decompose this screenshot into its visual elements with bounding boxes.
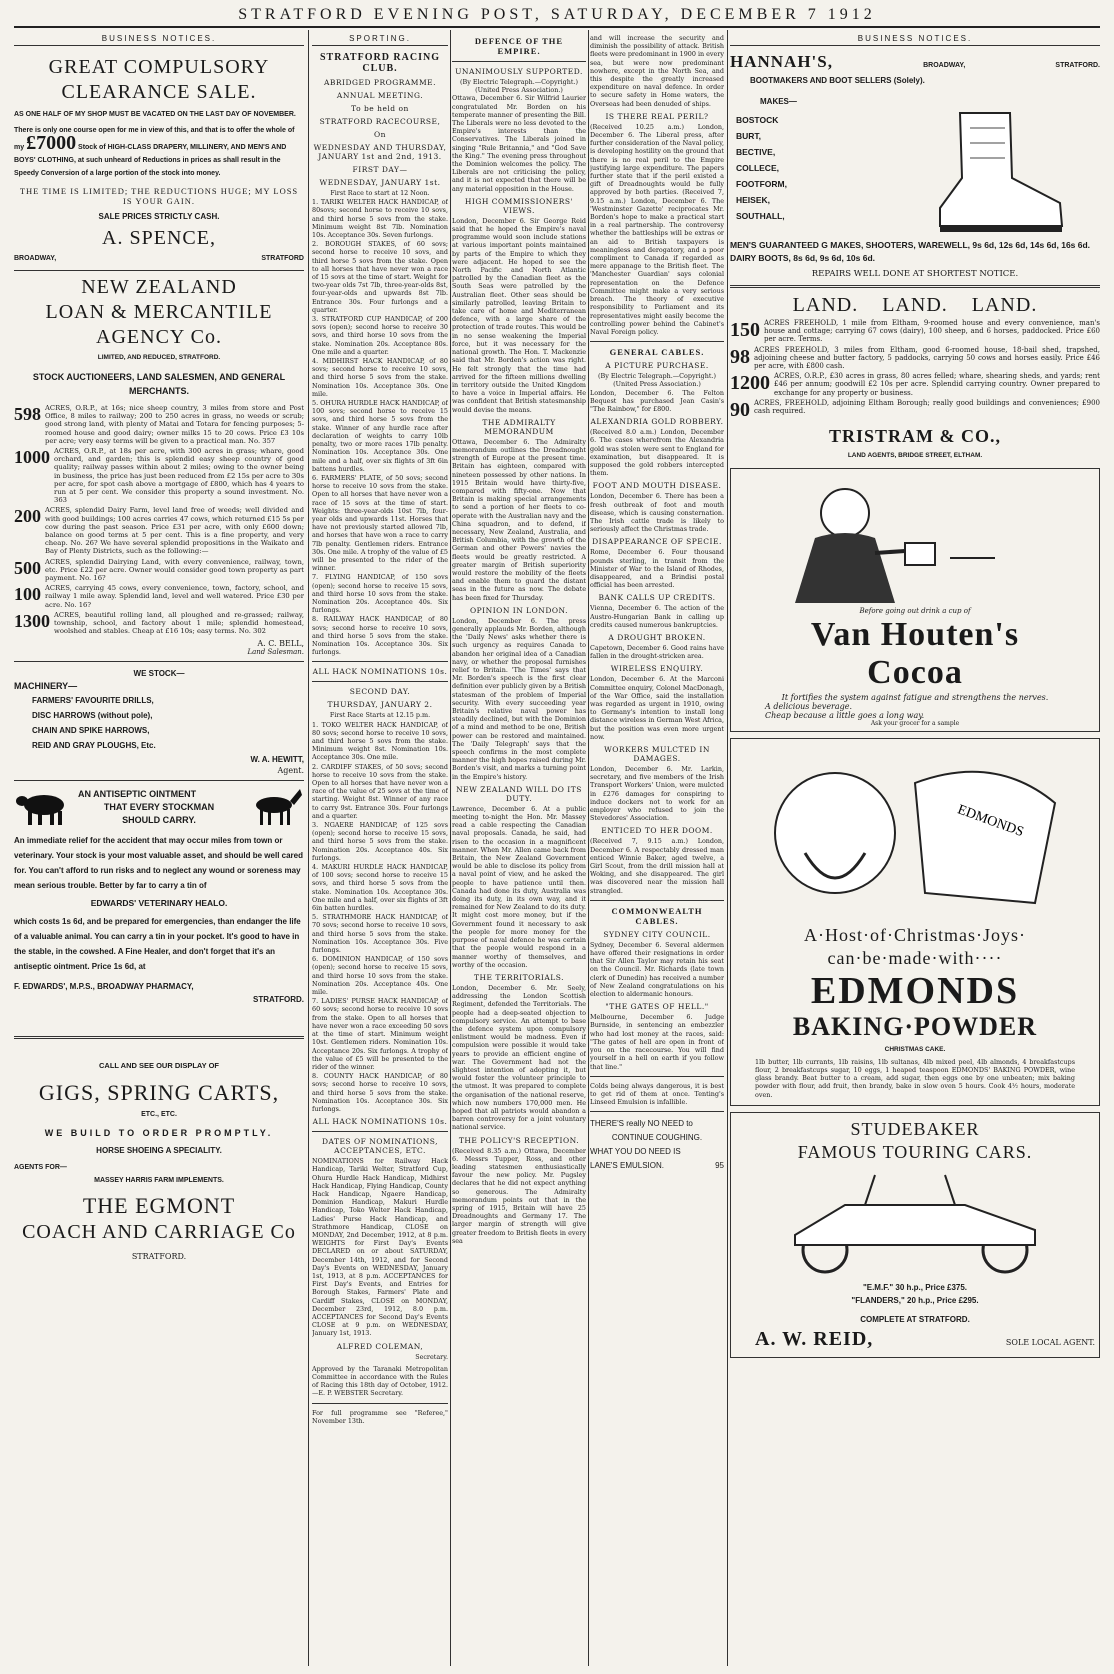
ad-agent: TRISTRAM & CO., — [828, 425, 1001, 446]
van-houten-ad — [730, 468, 1100, 732]
subhead: WIRELESS ENQUIRY. — [610, 664, 704, 674]
lot-acreage: 150 — [730, 319, 760, 341]
ad-street: BROADWAY, — [14, 255, 57, 262]
paragraph: Ottawa, December 6. Sir Wilfrid Laurier congratulated Mr. Borden on his temperate manner of presenting the Bill. The Liberals were no less devoted to the Empire's interests than the Conservatives. The Liberals joined in singing "Rule Britannia," and "God Save the King." The evening press throughout the Dominion welcomes the policy. The Liberals are not criticising the policy, and it is not expected that there will be any material opposition in the House. — [452, 94, 586, 193]
race-entry: 2. BOROUGH STAKES, of 60 sovs; second horse to receive 10 sovs, and third horse 5 sovs from the stake. Open to all horses that have never won a race of 15 sovs at the time of start. Weight for two-year olds 7st 7lb, three-year-olds 8st, four-year-olds and upwards 8st 7lb. Entrance 30s. Four furlongs and a quarter. — [312, 240, 448, 314]
lot-acreage: 98 — [730, 345, 750, 368]
subhead: OPINION IN LONDON. — [469, 605, 568, 615]
lot-description: ACRES, O.R.P., at 16s; nice sheep country, 3 miles from store and Post Office, 8 miles to railway; 200 to 250 acres in grass, no weeds or scrub; good strong land, with plenty of Matai and Totara for fencing purposes; 5-roomed house and good dairy; owner milks 15 to 20 cows. Price £3 10s per acre; very easy terms will be given to a practical man. No. 357 — [45, 404, 304, 445]
paragraph: Sydney, December 6. Several aldermen have offered their resignations in order that Sir Allen Taylor may retain his seat on the Council. Mr. Richards (late town clerk of Dunedin) has received a number of New Zealand congratulations on his election to aldermanic honours. — [590, 940, 724, 999]
heading: ALL HACK NOMINATIONS 10s. — [312, 1117, 448, 1127]
list-item: DISC HARROWS (without pole), — [32, 711, 153, 721]
paragraph: London, December 6. The press generally applauds Mr. Borden, although the 'Daily News' asks whether there is such urgency as requires Canada to abandon her original idea of a Canadian navy, or whether the proposal furnishes relief to Britain. 'The Times' says that Mr. Borden's speech is the first clear definition ever publicly given by a British statesman of the problem of Imperial security. With every succeeding year Britain's relative naval power has steadily declined, but with the Dominion of a mind and method to be one, British power can be restored and maintained. The 'Daily Telegraph' says that the speech confirms in the most complete manner the high hopes raised during Mr. Borden's visit, and marks a turning point in the Empire's history. — [452, 616, 586, 781]
race-list-day2 — [312, 721, 448, 1114]
lot-acreage: 598 — [14, 404, 41, 424]
race-entry: 2. CARDIFF STAKES, of 50 sovs; second horse to receive 10 sovs from the stake. Open to all horses that have never won a race of the value of 25 sovs at the time of starting. Weight 8st. Winner of any race to carry 9st. Entrance 30s. Four furlongs and a quarter. — [312, 762, 448, 820]
ad-text: AGENTS FOR— — [14, 1164, 67, 1172]
list-item: REID AND GRAY PLOUGHS, Etc. — [32, 741, 156, 751]
list-item: FOOTFORM, — [736, 179, 787, 189]
ad-title: LAND. LAND. LAND. — [792, 294, 1038, 316]
ad-agent: A. W. REID, — [755, 1327, 874, 1350]
masthead: STRATFORD EVENING POST, SATURDAY, DECEMBER 7 1912 — [238, 6, 876, 23]
ad-text: ETC., ETC. — [141, 1111, 177, 1119]
column-defence — [452, 34, 586, 1666]
land-lot — [730, 372, 1100, 397]
race-list-day1 — [312, 198, 448, 656]
paragraph: London, December 6. Mr. Larkin, secretary, and five members of the Irish Transport Workers' Union, were mulcted in £276 damages for conspiring to induce dockers not to work for an employer who refused to join the Stevedores' Association. — [590, 765, 724, 823]
race-entry: 7. FLYING HANDICAP, of 150 sovs (open); second horse to receive 15 sovs, and third horse 10 sovs from the stake. Nomination 20s. Acceptance 40s. Six furlongs. — [312, 573, 448, 615]
land-ad — [730, 294, 1100, 462]
brand-name: EDMONDS — [810, 969, 1020, 1012]
ad-subtitle: BOOTMAKERS AND BOOT SELLERS (Solely). — [750, 76, 925, 85]
divider — [452, 61, 586, 62]
ad-text: A·Host·of·Christmas·Joys· — [804, 924, 1026, 945]
brand-product: BAKING·POWDER — [792, 1011, 1038, 1041]
lot-description: ACRES, O.R.P., at 18s per acre, with 300 acres in grass; whare, good orchard, and garden; this is splendid easy sheep country of good quality; railway passes within about 2 miles; owing to the owner being in business, the price has just been reduced from £2 15s per acre to 30s per acre, for spot cash above a mortgage of £800, which has 4 years to run at 5 per cent. We consider this property a sound investment. No. 363 — [54, 447, 304, 505]
land-lot — [14, 611, 304, 636]
ad-text: Cheap because a little goes a long way. — [765, 710, 925, 720]
subhead: IS THERE REAL PERIL? — [605, 111, 709, 121]
race-entry: 6. FARMERS' PLATE, of 50 sovs; second horse to receive 10 sovs from the stake. Open to all horses that have never won a race of 15 sovs at the time of start. Weights: three-year-olds 10st 7lb, four-year olds and upwards 11st. Horses that have not previously started allowed 7lb, and horses that have won a race to carry 7lb penalty. Gentlemen riders. Entrance 30s. One mile. A trophy of the value of £5 will be presented to the rider of the winner. — [312, 473, 448, 573]
ad-town: STRATFORD — [261, 255, 304, 262]
nz-loan-agency-ad — [14, 276, 304, 656]
list-item: CHAIN AND SPIKE HARROWS, — [32, 726, 150, 736]
ad-title: STUDEBAKER — [850, 1118, 980, 1139]
divider — [14, 270, 304, 271]
horse-icon — [244, 787, 304, 827]
ad-address — [14, 252, 304, 265]
ad-text: It fortifies the system against fatigue and strengthens the nerves. — [781, 692, 1049, 702]
ad-text: MASSEY HARRIS FARM IMPLEMENTS. — [94, 1177, 224, 1185]
subhead: HIGH COMMISSIONERS' VIEWS. — [464, 196, 574, 215]
ad-cash: SALE PRICES STRICTLY CASH. — [98, 212, 220, 221]
ad-town: STRATFORD. — [1055, 62, 1100, 69]
list-item: HEISEK, — [736, 195, 771, 205]
paragraph: London, December 6. At the Marconi Committee enquiry, Colonel MacDonagh, of the War Office, said the installation was regarded as urgent in 1910, owing to Germany's intention to install long distance wireless in German West Africa, but the position was even more urgent now. — [590, 675, 724, 741]
masthead-rule — [14, 26, 1100, 28]
list-item: BECTIVE, — [736, 147, 776, 157]
lot-description: ACRES, splendid Dairying Land, with every convenience, railway, town, etc. Price £22 per acre. Owner would consider good town property as part payment. No. 16? — [45, 557, 304, 583]
car-price: "E.M.F." 30 h.p., Price £375. — [862, 1282, 968, 1292]
car-price: "FLANDERS," 20 h.p., Price £295. — [851, 1295, 979, 1305]
subhead: UNANIMOUSLY SUPPORTED. — [455, 67, 583, 76]
divider — [730, 285, 1100, 288]
ad-text: HORSE SHOEING A SPECIALITY. — [96, 1146, 222, 1156]
man-drinking-illustration — [735, 473, 1095, 603]
lot-acreage: 1200 — [730, 372, 770, 395]
paragraph: Vienna, December 6. The action of the Austro-Hungarian Bank in calling up credits caused numerous bankruptcies. — [590, 604, 724, 629]
section-header: BUSINESS NOTICES. — [730, 34, 1100, 46]
subhead: THE POLICY'S RECEPTION. — [458, 1135, 580, 1145]
heading: On — [374, 130, 386, 139]
recipe-body: 1lb butter, 1lb currants, 1lb raisins, 1lb sultanas, 4lb mixed peel, 4lb almonds, 4 breakfastcups flour, 2 breakfastcups sugar, 10 eggs, 1 heaped teaspoon EDMONDS' BAKING POWDER, wine glass brandy. Beat butter to a cream, add sugar, then eggs one by one unbeaten; mix baking powder with flour, add fruit, then brandy, bake in slow oven 5 hours. Cook 4½ hours, moderate oven. — [755, 1057, 1075, 1099]
heading: FIRST DAY— — [352, 165, 408, 174]
heading: SECOND DAY. — [349, 687, 411, 697]
lot-acreage: 500 — [14, 557, 41, 578]
list-item: BOSTOCK — [736, 115, 779, 125]
column-rule — [727, 30, 728, 1666]
credit: (By Electric Telegraph.—Copyright.) (United Press Association.) — [460, 78, 578, 95]
ad-agent-address: LAND AGENTS, BRIDGE STREET, ELTHAM. — [847, 451, 983, 459]
edmonds-tin-illustration — [735, 743, 1095, 923]
ad-subtitle: LIMITED, AND REDUCED, STRATFORD. — [97, 354, 221, 361]
ad-proprietor: A. SPENCE, — [102, 227, 216, 249]
secretary-name: ALFRED COLEMAN, — [336, 1341, 424, 1351]
race-entry: 5. STRATHMORE HACK HANDICAP, of 70 sovs; second horse to receive 10 sovs, and third horse 5 sovs from the stake. Nomination 10s. Acceptance 30s. Five furlongs. — [312, 913, 448, 955]
paragraph: and will increase the security and diminish the possibility of attack. British fleets were predominant in 1900 in every sea, but were now predominant nowhere, except in the North Sea, and this despite the greatly increased expenditure on naval defence. In order to secure safety in Home waters, the Overseas had been denuded of ships. — [590, 34, 724, 108]
column-rule — [308, 30, 309, 1666]
clearance-sale-ad — [14, 56, 304, 265]
ad-role: SOLE LOCAL AGENT. — [1005, 1337, 1095, 1347]
ad-title: CLEARANCE SALE. — [61, 81, 257, 103]
lot-description: ACRES FREEHOLD, 3 miles from Eltham, good 6-roomed house, 18-bail shed, trapshed, adjoining cheese and butter factory, 5 paddocks, carrying 50 cows and horses easily. Price £46 per acre, with £800 cash. — [754, 345, 1100, 371]
ad-amount: £7000 — [26, 132, 77, 154]
ad-body — [14, 124, 304, 180]
ad-text: MEN'S GUARANTEED G MAKES, SHOOTERS, WAREWELL, 9s 6d, 12s 6d, 14s 6d, 16s 6d. — [730, 240, 1091, 250]
lot-acreage: 100 — [14, 584, 41, 605]
divider — [590, 1111, 724, 1112]
race-entry: 8. COUNTY HACK HANDICAP, of 80 sovs; second horse to receive 10 sovs, and third horse 5 sovs from the stake. Nomination 10s. Acceptance 30s. Six furlongs. — [312, 1072, 448, 1113]
divider — [312, 661, 448, 662]
column-business-notices — [14, 34, 304, 1666]
ad-text: Ask your grocer for a sample — [870, 719, 960, 727]
brand-name: Van Houten's — [810, 615, 1020, 653]
list-item: COLLECE, — [736, 163, 779, 173]
column-rule — [588, 30, 589, 1666]
paragraph: Colds being always dangerous, it is best to get rid of them at once. Tenting's Linseed Emulsion is infallible. — [590, 1081, 724, 1107]
brand-list — [736, 112, 866, 224]
credit: (By Electric Telegraph.—Copyright.) (United Press Association.) — [598, 372, 716, 389]
paragraph: London, December 6. The Felton Bequest has purchased Jean Casin's "The Rainbow," for £800. — [590, 388, 724, 413]
paragraph: Rome, December 6. Four thousand pounds sterling, in transit from the Minister of War to the Island of Rhodes, disappeared, and a Brindisi postal official has been arrested. — [590, 548, 724, 590]
paragraph: London, December 6. There has been a fresh outbreak of foot and mouth disease, which is causing consternation. The Irish cattle trade is likely to seriously affect the Christmas trade. — [590, 492, 724, 534]
subhead: "THE GATES OF HELL." — [605, 1002, 709, 1012]
list-item: SOUTHALL, — [736, 211, 785, 221]
ad-title: COACH AND CARRIAGE Co — [22, 1221, 296, 1244]
heading: WEDNESDAY, JANUARY 1st. — [319, 178, 441, 187]
race-entry: 5. OHURA HURDLE HACK HANDICAP, of 100 sovs; second horse to receive 15 sovs, and third horse 5 sovs from the stake. Winner of any hurdle race after declaration of weights to carry 10lb penalty, two or more races 17lb penalty. Nomination 10s. Acceptance 30s. One mile and a half, over six flights of 3ft 6in battens hurdles. — [312, 399, 448, 473]
race-entry: 8. RAILWAY HACK HANDICAP, of 80 sovs; second horse to receive 10 sovs, and third horse 5 sovs from the stake. Nomination 10s. Acceptance 30s. Six furlongs. — [312, 615, 448, 657]
land-lot — [14, 584, 304, 609]
subhead: THE TERRITORIALS. — [473, 972, 565, 982]
ad-heading: WE STOCK— — [133, 669, 185, 679]
lot-acreage: 90 — [730, 398, 750, 421]
heading: STRATFORD RACECOURSE, — [319, 117, 441, 126]
recipe-title: CHRISTMAS CAKE. — [884, 1045, 946, 1053]
subhead: A DROUGHT BROKEN. — [608, 632, 706, 642]
land-lot — [730, 399, 1100, 422]
ad-text: There is only one course open for me in view of this, and that is to offer the whole of my — [14, 127, 295, 151]
ad-text: CALL AND SEE OUR DISPLAY OF — [98, 1061, 220, 1071]
ad-text: CONTINUE COUGHING. — [611, 1133, 703, 1143]
ad-text: WHAT YOU DO NEED IS — [590, 1147, 681, 1157]
ad-subtitle: AS ONE HALF OF MY SHOP MUST BE VACATED ON THE LAST DAY OF NOVEMBER. — [14, 111, 296, 118]
divider — [14, 780, 304, 781]
ad-text: Before going out drink a cup of — [859, 606, 971, 615]
divider — [312, 681, 448, 682]
section-header: BUSINESS NOTICES. — [14, 34, 304, 46]
heading: ALL HACK NOMINATIONS 10s. — [312, 667, 448, 677]
ad-text: Stock of HIGH-CLASS DRAPERY, MILLINERY, AND MEN'S AND BOYS' CLOTHING, at such unheard of Reductions in prices as shall result in the Speedy Conversion of a large portion of the stock into money. — [14, 144, 287, 177]
divider — [14, 1036, 304, 1039]
ad-text: LANE'S EMULSION. — [590, 1161, 664, 1171]
machinery-list — [14, 693, 304, 753]
paragraph: Capetown, December 6. Good rains have fallen in the drought-stricken area. — [590, 643, 724, 661]
ointment-ad — [14, 787, 304, 1006]
paragraph: Melbourne, December 6. Judge Burnside, in sentencing an embezzler who had lost money at the races, said: "The gates of hell are open in front of you on the racecourse. You will find yourself in a hell on earth if you follow that line." — [590, 1013, 724, 1071]
approved-note: Approved by the Taranaki Metropolitan Committee in accordance with the Rules of Racing this 18th day of October, 1912.—E. P. WEBSTER Secretary. — [312, 1364, 448, 1398]
subhead: ALEXANDRIA GOLD ROBBERY. — [590, 417, 724, 427]
studebaker-ad — [730, 1112, 1100, 1358]
divider — [312, 1131, 448, 1132]
ad-title: HANNAH'S, — [730, 52, 833, 71]
club-title: STRATFORD RACING CLUB. — [320, 52, 440, 74]
heading: DATES OF NOMINATIONS, ACCEPTANCES, ETC. — [321, 1137, 439, 1156]
heading: WEDNESDAY AND THURSDAY, JANUARY 1st and 2nd, 1913. — [313, 143, 447, 161]
land-lot — [14, 447, 304, 504]
race-entry: 1. TOKO WELTER HACK HANDICAP, of 80 sovs; second horse to receive 10 sovs, and third horse 5 sovs from the stake. Minimum weight 8st. Nomination 10s. Acceptance 30s. One mile. — [312, 720, 448, 762]
secretary-role: Secretary. — [415, 1352, 448, 1361]
ad-text: MAKES— — [760, 97, 797, 106]
land-lot — [730, 346, 1100, 371]
lot-acreage: 1300 — [14, 610, 50, 631]
ad-title: THAT EVERY STOCKMAN — [103, 801, 215, 812]
divider — [590, 341, 724, 342]
land-lot — [14, 558, 304, 583]
subhead: FOOT AND MOUTH DISEASE. — [592, 481, 722, 491]
ad-text: A delicious beverage. — [765, 701, 853, 711]
dates-body: NOMINATIONS for Railway Hack Handicap, Tariki Welter, Stratford Cup, Ohura Hurdle Hack Handicap, Midhirst Hack Handicap, Flying Handicap, County Hack Handicap, Ngaere Handicap, Dominion Handicap, Makuri Hurdle Handicap, Toko Welter Hack Handicap, Ladies' Purse Hack Handicap, and Strathmore Handicap, CLOSE on MONDAY, 2nd December, 1912, at 8 p.m. WEIGHTS for First Day's Events DECLARED on or about SATURDAY, December 14th, 1912, and for Second Day's Events on WEDNESDAY, January 1st, 1913, at 8 p.m. ACCEPTANCES for First Day's Events, and Entries for Borough Stakes, Farmers' Plate and Cardiff Stakes, CLOSE on MONDAY, December 23rd, 1912, 8.0 p.m. ACCEPTANCES for Second Day's Events CLOSE at 9 p.m. on WEDNESDAY, January 1st, 1913. — [312, 1157, 448, 1338]
divider — [590, 1076, 724, 1077]
heading: ABRIDGED PROGRAMME. — [323, 78, 437, 87]
article-headline: COMMONWEALTH CABLES. — [611, 905, 703, 926]
ad-subtitle: STOCK AUCTIONEERS, LAND SALESMEN, AND GENERAL MERCHANTS. — [32, 372, 286, 396]
land-lots — [730, 319, 1100, 422]
race-start: First Race to start at 12 Noon. — [330, 189, 430, 197]
section-header: SPORTING. — [312, 34, 448, 46]
ad-title: NEW ZEALAND — [81, 276, 237, 298]
list-item: FARMERS' FAVOURITE DRILLS, — [32, 696, 154, 706]
subhead: A PICTURE PURCHASE. — [605, 361, 709, 371]
ad-title: GIGS, SPRING CARTS, — [38, 1080, 280, 1106]
ad-text: COMPLETE AT STRATFORD. — [860, 1314, 970, 1324]
paragraph: (Received 10.25 a.m.) London, December 6. The Liberal press, after further consideration of the Naval policy, is developing hostility on the ground that there is no real peril to the Empire justifying large expenditure. The papers further state that if the peril existed a gift of Dreadnoughts would be fully approved by both parties. (Received 7, 9.15 a.m.) London, December 6. The 'Westminster Gazette' reciprocates Mr. Borden's hope to make a practical start in a real partnership. The controversy whether the battleships will be extras or an aid to British taxpayers is meaningless and derogatory, and a poor compliment to Canada if regarded as mere appanage to the British fleet. The 'Manchester Guardian' says colonial representation on the Defence Committee might make a very serious breach. The theory of executive responsibility to Parliament and its representatives might easily become the controlling power behind the Cabinet's Naval Foreign policy. — [590, 122, 724, 336]
heading: THURSDAY, JANUARY 2. — [327, 700, 433, 710]
paragraph: Lawrence, December 6. At a public meeting to-night the Hon. Mr. Massey read a cable respecting the Canadian naval proposals. Canada, he said, had risen to the occasion in a magnificent manner. When Mr. Allen came back from Britain, the New Zealand Government would be able to disclose its policy from a naval point of view, and he asked the people to have patience until then. Canada had done its duty, Australia was doing its duty, in its own way, and it remained for New Zealand to do its duty. It might cost more money, but if the Government found it necessary to ask the people for more money for the purpose of naval defence he was certain that the people would respond in a manner worthy of themselves, and worthy of the occasion. — [452, 804, 586, 969]
subhead: NEW ZEALAND WILL DO ITS DUTY. — [456, 784, 582, 803]
ad-signature: A. C. BELL, — [257, 639, 304, 649]
paragraph: London, December 6. Sir George Reid said that he hoped the Empire's naval programme would soon include stations at various important points maintained by parts of the Empire to which they were adjacent. He hoped to see the North Pacific and North Atlantic patrolled by the Canadian fleet as the South Seas were patrolled by the Australian fleet. Other seas should be similarly patrolled, leaving Britain to take care of home and Mediterranean defence, with a large share of the protection of trade routes. This would be in no sense weakening the Imperial force, but it was necessary for the national growth. The Hon. T. Mackenzie said that Mr. Borden's action was right. He felt strongly that the time had arrived for the fifteen millions dwelling in territory outside the United Kingdom to have a voice in Imperial affairs. He was confident that British statesmanship would devise the means. — [452, 216, 586, 414]
ad-product: EDWARDS' VETERINARY HEALO. — [90, 898, 228, 909]
subhead: DISAPPEARANCE OF SPECIE. — [592, 537, 722, 547]
ad-town: STRATFORD. — [131, 1252, 187, 1262]
full-programme-note: For full programme see "Referee," November 13th. — [312, 1408, 448, 1425]
ad-title: AN ANTISEPTIC OINTMENT — [78, 788, 197, 799]
lot-description: ACRES FREEHOLD, 1 mile from Eltham, 9-roomed house and every convenience, man's house and cottage; carrying 67 cows (dairy), 100 sheep, and 6 horses, paddocked. Price £60 per acre. Terms. — [764, 319, 1100, 344]
subhead: BANK CALLS UP CREDITS. — [598, 593, 716, 603]
article-headline: DEFENCE OF THE EMPIRE. — [474, 36, 564, 56]
race-entry: 7. LADIES' PURSE HACK HANDICAP, of 60 sovs; second horse to receive 10 sovs from the stake. Open to all horses that have never won a race exceeding 50 sovs at the time of start. Minimum weight 10st. Gentlemen riders. Nomination 10s. Acceptance 20s. Six furlongs. A trophy of the value of £5 will be presented to the rider of the winner. — [312, 997, 448, 1071]
hannah-ad — [730, 50, 1100, 279]
race-start: First Race Starts at 12.15 p.m. — [329, 711, 431, 720]
paragraph: (Received 8.0 a.m.) London, December 6. The cases wherefrom the Alexandria gold was stolen were sent to England for examination, but disappeared. It is supposed the gold robbers intercepted them. — [590, 428, 724, 478]
ad-role: Agent. — [277, 766, 304, 776]
lot-description: ACRES, beautiful rolling land, all ploughed and re-grassed; railway, township, school, and factory about 1 mile; splendid homestead, woolshed and stables. Cheap at £16 10s; easy terms. No. 302 — [54, 610, 304, 636]
paragraph: (Received 8.35 a.m.) Ottawa, December 6. Messrs Tupper, Ross, and other leading statesmen enthusiastically favour the new policy. Mr. Pugsley declares that he did not expect anything so generous. The Admiralty memorandum points out that in the spring of 1915, Britain will have 25 Dreadnoughts and Germany 17. The larger margin of strength will give greater freedom to British fleets in every sea — [452, 1146, 586, 1245]
heading: To be held on — [351, 104, 409, 113]
race-entry: 6. DOMINION HANDICAP, of 150 sovs (open); second horse to receive 15 sovs, and third horse 10 sovs from the stake. Nomination 20s. Acceptance 40s. One mile. — [312, 955, 448, 997]
edmonds-ad — [730, 738, 1100, 1106]
column-cables — [590, 34, 724, 1666]
ad-title: SHOULD CARRY. — [122, 814, 196, 825]
ad-text: THERE'S really NO NEED to — [590, 1119, 693, 1129]
land-lot — [14, 404, 304, 445]
lot-description: ACRES, FREEHOLD, adjoining Eltham Borough; really good buildings and conveniences; £900 cash required. — [754, 398, 1100, 416]
ad-title: LOAN & MERCANTILE — [45, 301, 273, 323]
cow-icon — [14, 787, 74, 827]
boot-icon — [870, 108, 1070, 238]
divider — [14, 661, 304, 662]
article-headline: GENERAL CABLES. — [609, 347, 705, 358]
ad-notice: THE TIME IS LIMITED; THE REDUCTIONS HUGE; MY LOSS IS YOUR GAIN. — [19, 186, 299, 206]
divider — [312, 1403, 448, 1404]
subhead: THE ADMIRALTY MEMORANDUM — [482, 417, 556, 436]
ad-title: AGENCY Co. — [96, 326, 222, 348]
paragraph: (Received 7, 9.15 a.m.) London, December 6. A respectably dressed man enticed Winnie Baker, aged twelve, a Girl Scout, from the drill mission hall at Woking, and she disappeared. The girl was discovered near the mission hall strangled. — [590, 837, 724, 895]
lot-acreage: 200 — [14, 506, 41, 527]
column-business-notices-right — [730, 34, 1100, 1666]
race-entry: 4. MIDHIRST HACK HANDICAP, of 80 sovs; second horse to receive 10 sovs, and third horse 5 sovs from the stake. Nomination 10s. Acceptance 30s. One mile. — [312, 357, 448, 398]
ad-town: STRATFORD. — [253, 995, 304, 1005]
lot-description: ACRES, O.R.P., £30 acres in grass, 80 acres felled; whare, shearing sheds, and yards; rent £46 per annum; goodwill £2 10s per acre. Splendid carrying country. Owner prepared to exchange for any property or business. — [774, 372, 1100, 397]
column-sporting — [312, 34, 448, 1666]
tin-label: EDMONDS — [955, 802, 1026, 841]
ad-text: can·be·made·with···· — [827, 947, 1003, 968]
land-lot — [14, 506, 304, 555]
race-entry: 4. MAKURI HURDLE HACK HANDICAP, of 100 sovs; second horse to receive 15 sovs, and third horse 5 sovs from the stake. Nomination 10s. Acceptance 30s. One mile and a half, over six flights of 3ft 6in batten hurdles. — [312, 863, 448, 913]
race-entry: 3. NGAERE HANDICAP, of 125 sovs (open); second horse to receive 15 sovs, and third horse 5 sovs from the stake. Nomination 20s. Acceptance 40s. Six furlongs. — [312, 821, 448, 862]
subhead: SYDNEY CITY COUNCIL. — [603, 929, 711, 939]
ad-title: FAMOUS TOURING CARS. — [797, 1141, 1033, 1162]
heading: ANNUAL MEETING. — [336, 91, 424, 100]
ad-text: REPAIRS WELL DONE AT SHORTEST NOTICE. — [811, 269, 1019, 279]
emulsion-ad — [590, 1117, 724, 1173]
ad-shop: F. EDWARDS', M.P.S., BROADWAY PHARMACY, — [14, 982, 194, 992]
subhead: ENTICED TO HER DOOM. — [601, 826, 713, 836]
land-lot — [730, 319, 1100, 344]
ad-title: THE EGMONT — [82, 1193, 236, 1219]
car-illustration — [735, 1165, 1095, 1275]
land-lots — [14, 404, 304, 635]
divider — [590, 900, 724, 901]
paragraph: London, December 6. Mr. Seely, addressing the London Scottish Regiment, defended the Territorials. The people had a deep-seated objection to compulsory service. An attempt to base the defence system upon compulsory enlistment would be madness. Even if compulsion were possible it would take years to provide an efficient engine of war. The Government had not the slightest intention of adopting it, but would foster the volunteer principle to the utmost. It was prepared to complete the organisation of the national reserve, which now numbers 170,000 men. He hoped that all patriots would abandon a barren controversy for a joint voluntary national service. — [452, 983, 586, 1132]
ad-text: DAIRY BOOTS, 8s 6d, 9s 6d, 10s 6d. — [730, 253, 876, 263]
lot-description: ACRES, carrying 45 cows, every convenience, town, factory, school, and railway 1 mile away. Splendid land, level and well watered. Price £30 per acre. No. 16? — [45, 584, 304, 609]
subhead: WORKERS MULCTED IN DAMAGES. — [604, 745, 710, 764]
lot-description: ACRES, splendid Dairy Farm, level land free of weeds; well divided and with good buildings; 100 acres carries 47 cows, which returned £15 5s per cow during the past season. Price £31 per acre, with only £600 down; balance on good terms at 5 per cent. This is a fine property, and very cheap. No. 26? We have several splendid propositions in the Waikato and Bay of Plenty Districts, such as the following:— — [45, 506, 304, 556]
coach-ad — [14, 1059, 304, 1261]
race-entry: 3. STRATFORD CUP HANDICAP, of 200 sovs (open); second horse to receive 30 sovs, and third horse 10 sovs from the stake. Nomination 20s. Acceptance 80s. One mile and a quarter. — [312, 315, 448, 356]
ad-role: Land Salesman. — [247, 648, 304, 657]
ad-heading: MACHINERY— — [14, 681, 78, 692]
brand-name: Cocoa — [867, 653, 963, 691]
lot-acreage: 1000 — [14, 447, 50, 468]
ad-title: GREAT COMPULSORY — [48, 56, 270, 78]
column-rule — [450, 30, 451, 1666]
list-item: BURT, — [736, 131, 762, 141]
race-entry: 1. TARIKI WELTER HACK HANDICAP, of 80sovs; second horse to receive 10 sovs, and third horse 5 sovs from the stake. Minimum weight 8st 7lb. Nomination 10s. Acceptance 30s. Seven furlongs. — [312, 198, 448, 240]
ad-body: An immediate relief for the accident that may occur miles from town or veterinary. Your stock is your most valuable asset, and should be well cared for. You can't afford to run risks and to neglect any wound or soreness may mean serious trouble. Better by far to carry a tin of — [14, 836, 303, 891]
paragraph: Ottawa, December 6. The Admiralty memorandum outlines the Dreadnought strength of Europe at the present time. Britain has eighteen, compared with nineteen possessed by other nations. In 1915 Britain would have thirty-five, compared with fifty-one. Now that Britain is making special arrangements to send a portion of her fleets to co-operate with the Australian navy and the China squadron, and to defend, if necessary, New Zealand, Australia, and British Columbia, with the growth of the German and other Powers' navies the fleets would be greatly restricted. A greater margin of British superiority would restore the mobility of the fleets and enable them to guard the distant seas in the future as now. The debate has been fixed for Thursday. — [452, 437, 586, 602]
machinery-ad — [14, 667, 304, 775]
ad-body: which costs 1s 6d, and be prepared for emergencies, than endanger the life of a valuable animal. You can carry a tin in your pocket. It's good to have in the stable, in the cowshed. A Fine Healer, and don't forget that it's an antiseptic ointment. Price 1s 6d, at — [14, 917, 301, 972]
ad-number: 95 — [715, 1161, 724, 1171]
ad-text: WE BUILD TO ORDER PROMPTLY. — [44, 1128, 274, 1139]
ad-signature: W. A. HEWITT, — [250, 755, 304, 765]
ad-street: BROADWAY, — [923, 62, 966, 69]
